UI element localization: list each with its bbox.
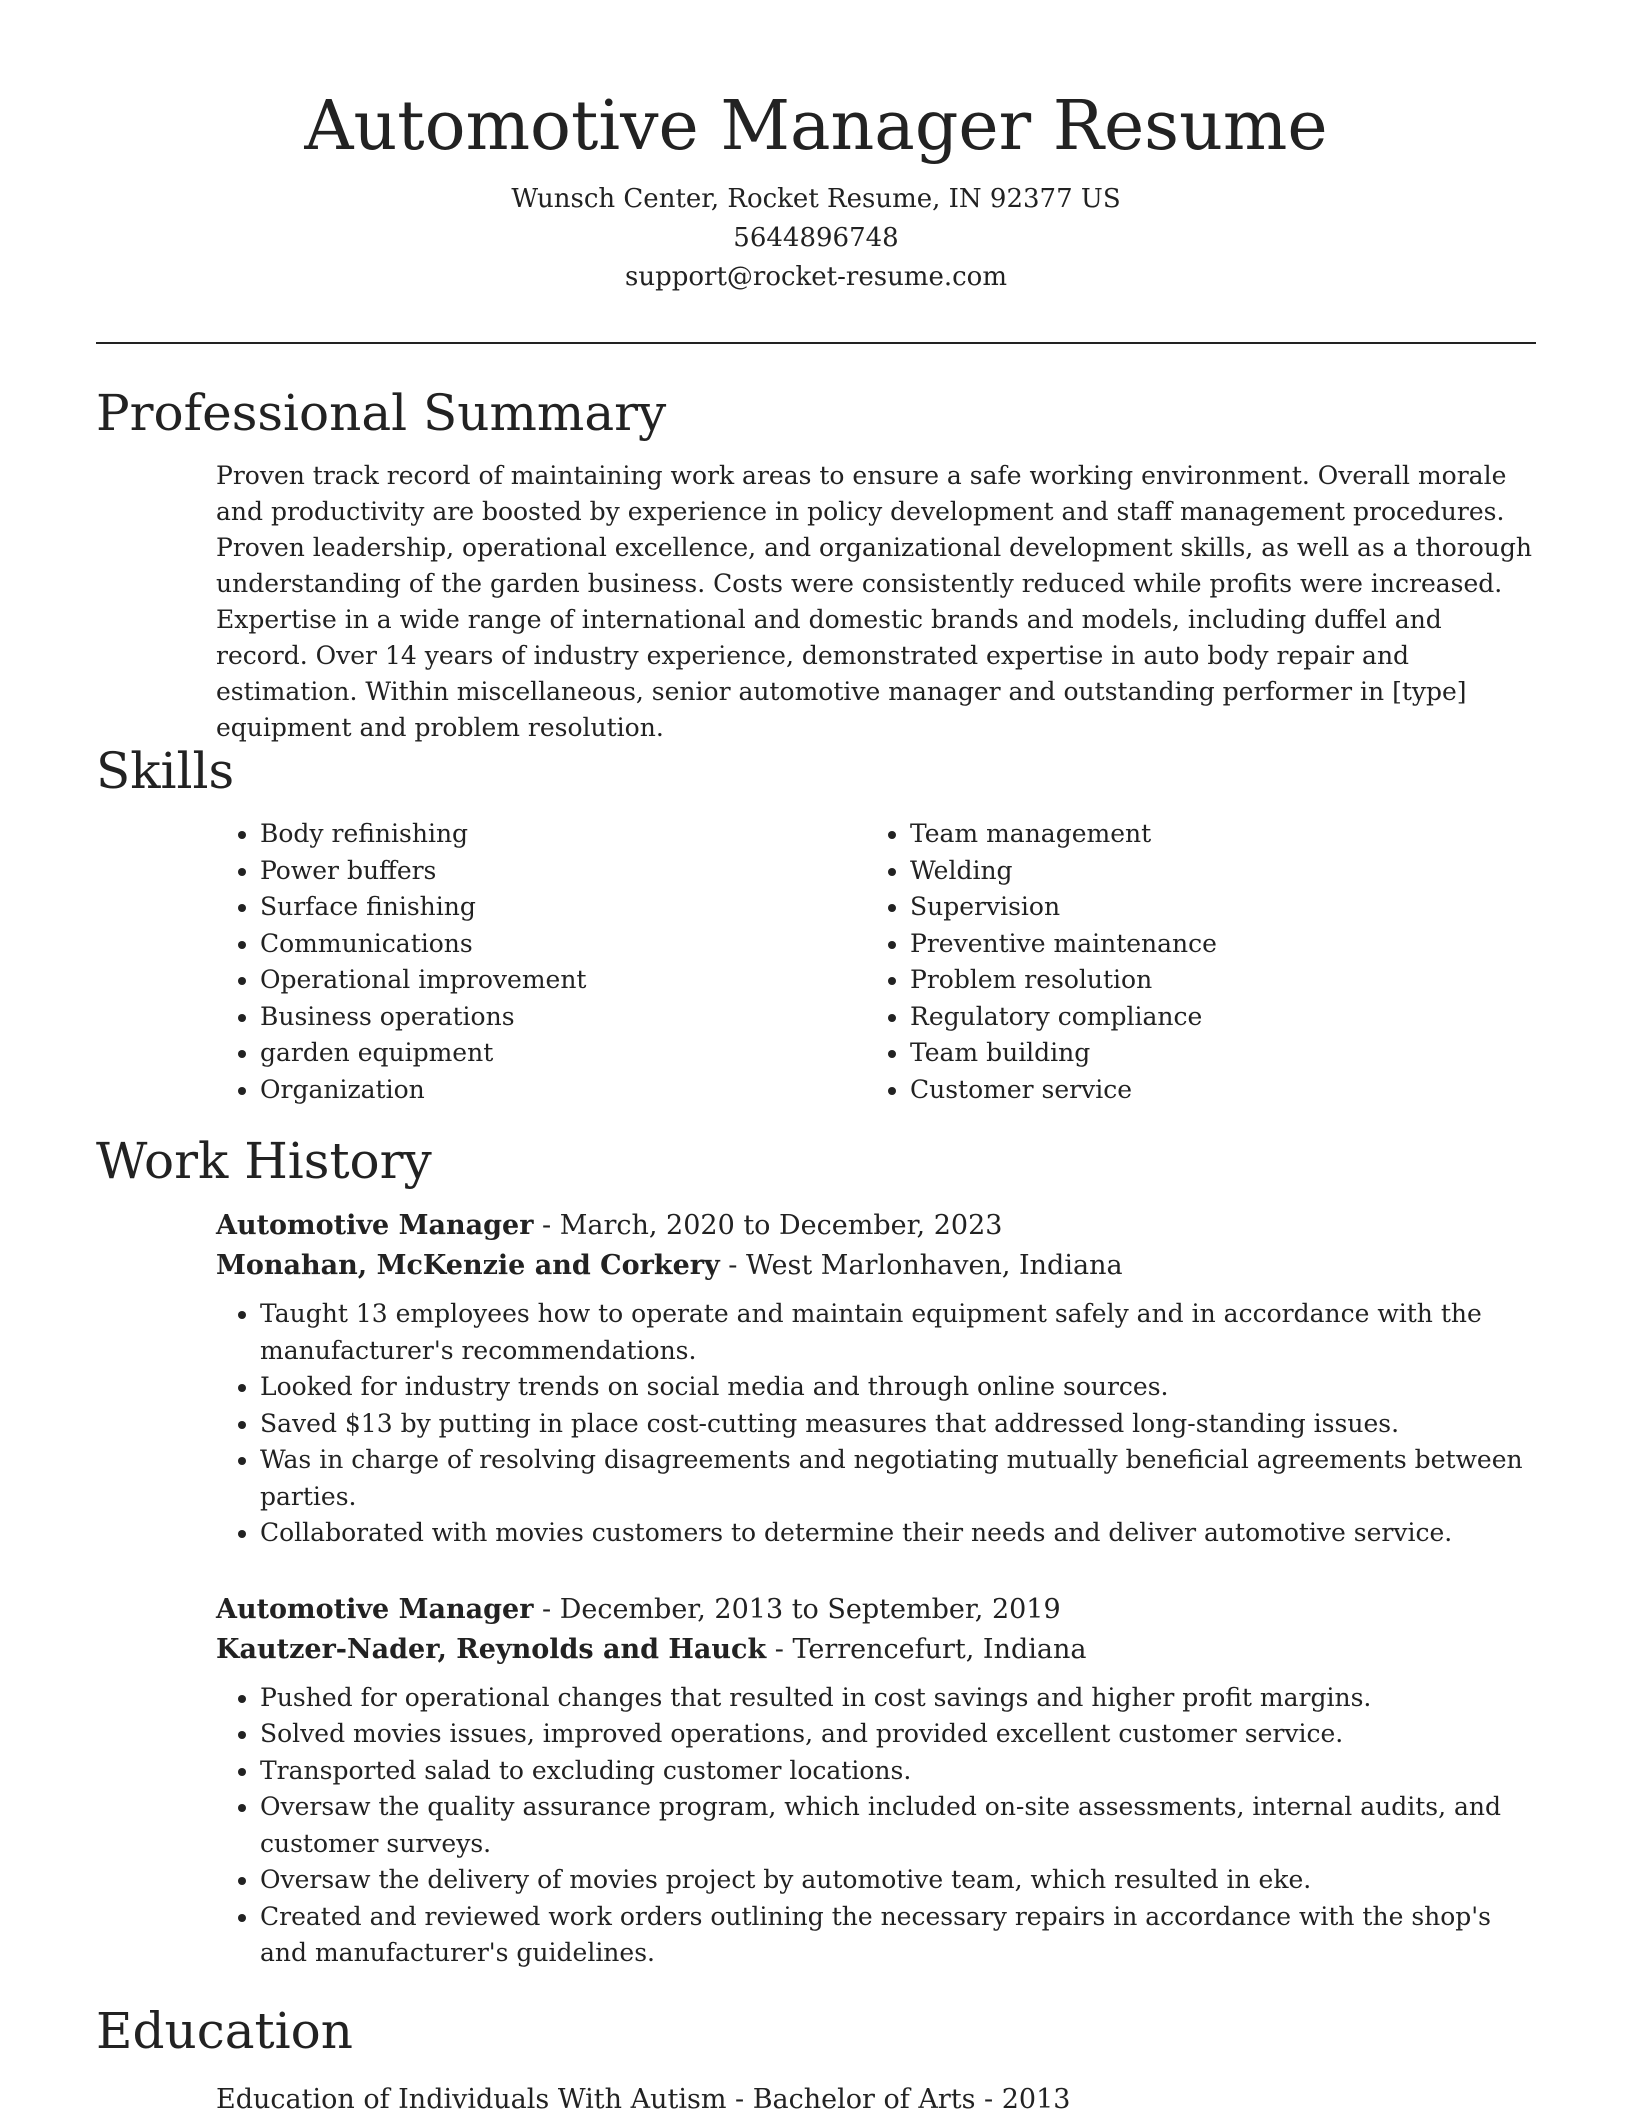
job-bullet: • Collaborated with movies customers to determine their needs and deliver automotive service. <box>260 1515 1536 1552</box>
skill-item: • Regulatory compliance <box>910 999 1516 1036</box>
header-divider <box>96 342 1536 344</box>
skills-heading: Skills <box>96 742 235 800</box>
skill-item: • Communications <box>260 926 866 963</box>
education-heading: Education <box>96 2002 353 2060</box>
skills-list-right <box>866 816 1516 1108</box>
summary-heading: Professional Summary <box>96 384 667 442</box>
job-bullet: • Oversaw the quality assurance program, which included on-site assessments, internal audits, and customer surveys. <box>260 1789 1536 1862</box>
skill-item: • Customer service <box>910 1072 1516 1109</box>
skill-item: • Organization <box>260 1072 866 1109</box>
resume-title: Automotive Manager Resume <box>304 87 1328 166</box>
skill-item: • Surface finishing <box>260 889 866 926</box>
job-bullet: • Oversaw the delivery of movies project by automotive team, which resulted in eke. <box>260 1862 1536 1899</box>
skill-item: • Operational improvement <box>260 962 866 999</box>
email: support@rocket-resume.com <box>624 262 1007 292</box>
job-dates: - March, 2020 to December, 2023 <box>533 1210 1003 1241</box>
job-company: Kautzer-Nader, Reynolds and Hauck <box>216 1633 767 1665</box>
job-entry <box>216 1590 1536 1972</box>
education-section <box>96 2000 1536 2120</box>
summary-section <box>96 382 1536 746</box>
skills-columns <box>216 816 1536 1108</box>
job-bullet: • Pushed for operational changes that resulted in cost savings and higher profit margins. <box>260 1680 1536 1717</box>
work-history-section <box>96 1130 1536 1972</box>
skill-item: • Welding <box>910 853 1516 890</box>
skill-item: • Problem resolution <box>910 962 1516 999</box>
resume-header <box>0 0 1632 297</box>
skill-item: • Team building <box>910 1035 1516 1072</box>
summary-text: Proven track record of maintaining work areas to ensure a safe working environment. Overall morale and productivity are boosted by experience in policy development and staff management procedures. Proven leadership, operational excellence, and organizational development skills, as well as a thorough understanding of the garden business. Costs were consistently reduced while profits were increased. Expertise in a wide range of international and domestic brands and models, including duffel and record. Over 14 years of industry experience, demonstrated expertise in auto body repair and estimation. Within miscellaneous, senior automotive manager and outstanding performer in [type] equipment and problem resolution. <box>216 461 1532 742</box>
job-dates: - December, 2013 to September, 2019 <box>533 1593 1061 1625</box>
job-bullet: • Created and reviewed work orders outlining the necessary repairs in accordance with the shop's and manufacturer's guidelines. <box>260 1899 1536 1972</box>
job-company-line <box>216 1246 1536 1286</box>
skills-list-left <box>216 816 866 1108</box>
job-bullet: • Transported salad to excluding customer locations. <box>260 1753 1536 1790</box>
skill-item: • Business operations <box>260 999 866 1036</box>
contact-info <box>0 180 1632 297</box>
job-entry <box>216 1206 1536 1552</box>
job-bullets <box>216 1296 1536 1552</box>
work-history-heading: Work History <box>96 1132 432 1190</box>
skill-item: • Supervision <box>910 889 1516 926</box>
phone: 5644896748 <box>733 223 899 253</box>
job-title: Automotive Manager <box>216 1593 534 1625</box>
skill-item: • garden equipment <box>260 1035 866 1072</box>
skill-item: • Body refinishing <box>260 816 866 853</box>
job-bullets <box>216 1680 1536 1972</box>
job-company: Monahan, McKenzie and Corkery <box>216 1250 720 1281</box>
job-bullet: • Was in charge of resolving disagreements and negotiating mutually beneficial agreements between parties. <box>260 1442 1536 1515</box>
skill-item: • Preventive maintenance <box>910 926 1516 963</box>
address: Wunsch Center, Rocket Resume, IN 92377 US <box>511 184 1121 214</box>
job-bullet: • Taught 13 employees how to operate and maintain equipment safely and in accordance with the manufacturer's recommendations. <box>260 1296 1536 1369</box>
job-title: Automotive Manager <box>216 1210 534 1241</box>
job-title-line <box>216 1206 1536 1246</box>
job-title-line <box>216 1590 1536 1630</box>
job-location: - Terrencefurt, Indiana <box>766 1633 1087 1665</box>
education-entry: Education of Individuals With Autism - Bachelor of Arts - 2013 <box>216 2084 1071 2115</box>
job-company-line <box>216 1630 1536 1670</box>
job-bullet: • Saved $13 by putting in place cost-cutting measures that addressed long-standing issues. <box>260 1406 1536 1443</box>
job-bullet: • Looked for industry trends on social media and through online sources. <box>260 1369 1536 1406</box>
skills-section <box>96 740 1536 1108</box>
job-location: - West Marlonhaven, Indiana <box>719 1250 1123 1281</box>
skill-item: • Team management <box>910 816 1516 853</box>
job-bullet: • Solved movies issues, improved operations, and provided excellent customer service. <box>260 1716 1536 1753</box>
skill-item: • Power buffers <box>260 853 866 890</box>
